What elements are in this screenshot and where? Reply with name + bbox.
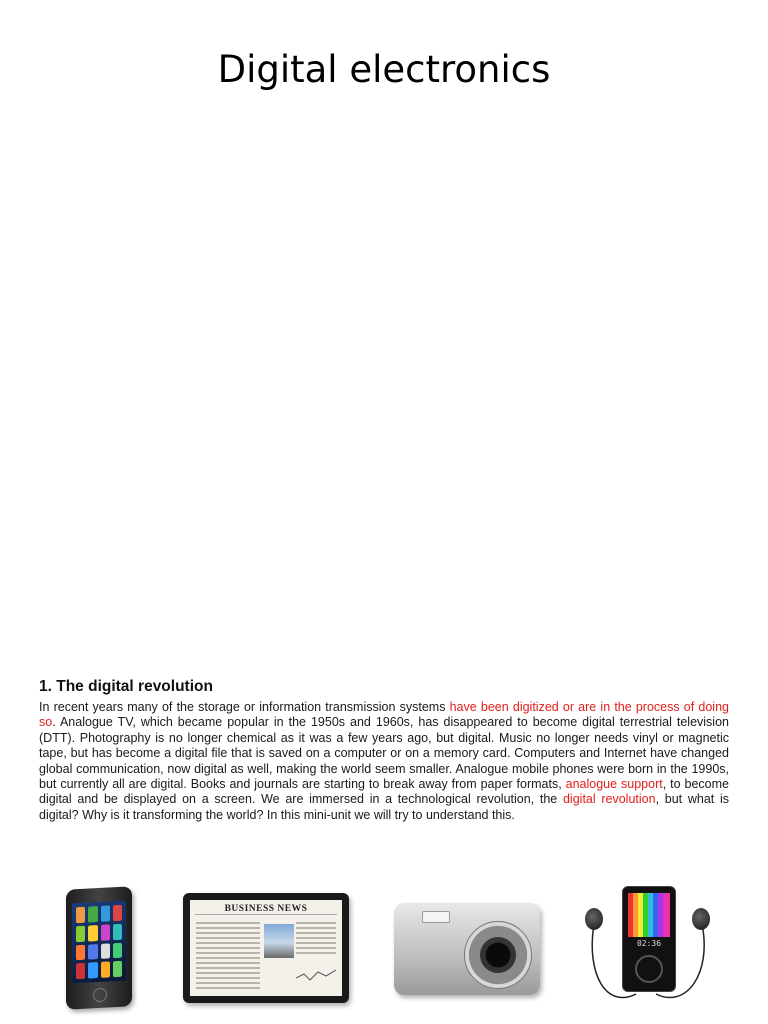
article-paragraph: [39, 700, 729, 823]
earbud-right-icon: [692, 908, 710, 930]
section-heading: 1. The digital revolution: [39, 678, 213, 695]
highlighted-text: have been digitized or are in the process of doing so: [39, 700, 729, 730]
digital-camera-image: [394, 903, 540, 995]
news-photo: [264, 924, 294, 958]
camera-flash: [422, 911, 450, 923]
phone-screen: [72, 901, 126, 984]
home-button-icon: [93, 988, 107, 1003]
highlighted-text: analogue support: [565, 777, 663, 792]
article-section: [39, 678, 729, 823]
tablet-image: [183, 893, 349, 1003]
text-segment: , but what is digital? Why is it transforming the world? In this mini-unit we will try to understand this.: [39, 792, 729, 822]
text-segment: In recent years many of the storage or information transmission systems: [39, 700, 450, 714]
tablet-headline: BUSINESS NEWS: [195, 900, 337, 915]
mp3-control-wheel: [635, 955, 663, 983]
highlighted-text: digital revolution: [562, 792, 656, 807]
device-images: [0, 880, 768, 1020]
text-segment: , to become digital and be displayed on a screen. We are immersed in a technological revolution, the: [39, 777, 729, 807]
news-text-lines: [196, 922, 260, 992]
slide-title: Digital electronics: [217, 48, 551, 91]
mp3-equalizer-screen: [628, 893, 670, 937]
mp3-time-display: 02:36: [636, 939, 662, 948]
news-text-lines: [296, 922, 336, 957]
smartphone-image: [66, 886, 132, 1009]
news-chart-icon: [296, 964, 336, 988]
camera-lens: [464, 921, 532, 989]
mp3-player-image: [622, 886, 676, 992]
tablet-screen: [190, 900, 342, 996]
earbud-left-icon: [585, 908, 603, 930]
text-segment: . Analogue TV, which became popular in the 1950s and 1960s, has disappeared to become digital terrestrial television (DTT). Photography is no longer chemical as it was a few years ago, but digital. Music no longer needs vinyl or magnetic tape, but has become a digital file that is saved on a computer or on a memory card. Computers and Internet have changed global communication, now digital as well, making the world seem smaller. Analogue mobile phones were born in the 1990s, but currently all are digital. Books and journals are starting to break away from paper formats,: [39, 715, 729, 792]
